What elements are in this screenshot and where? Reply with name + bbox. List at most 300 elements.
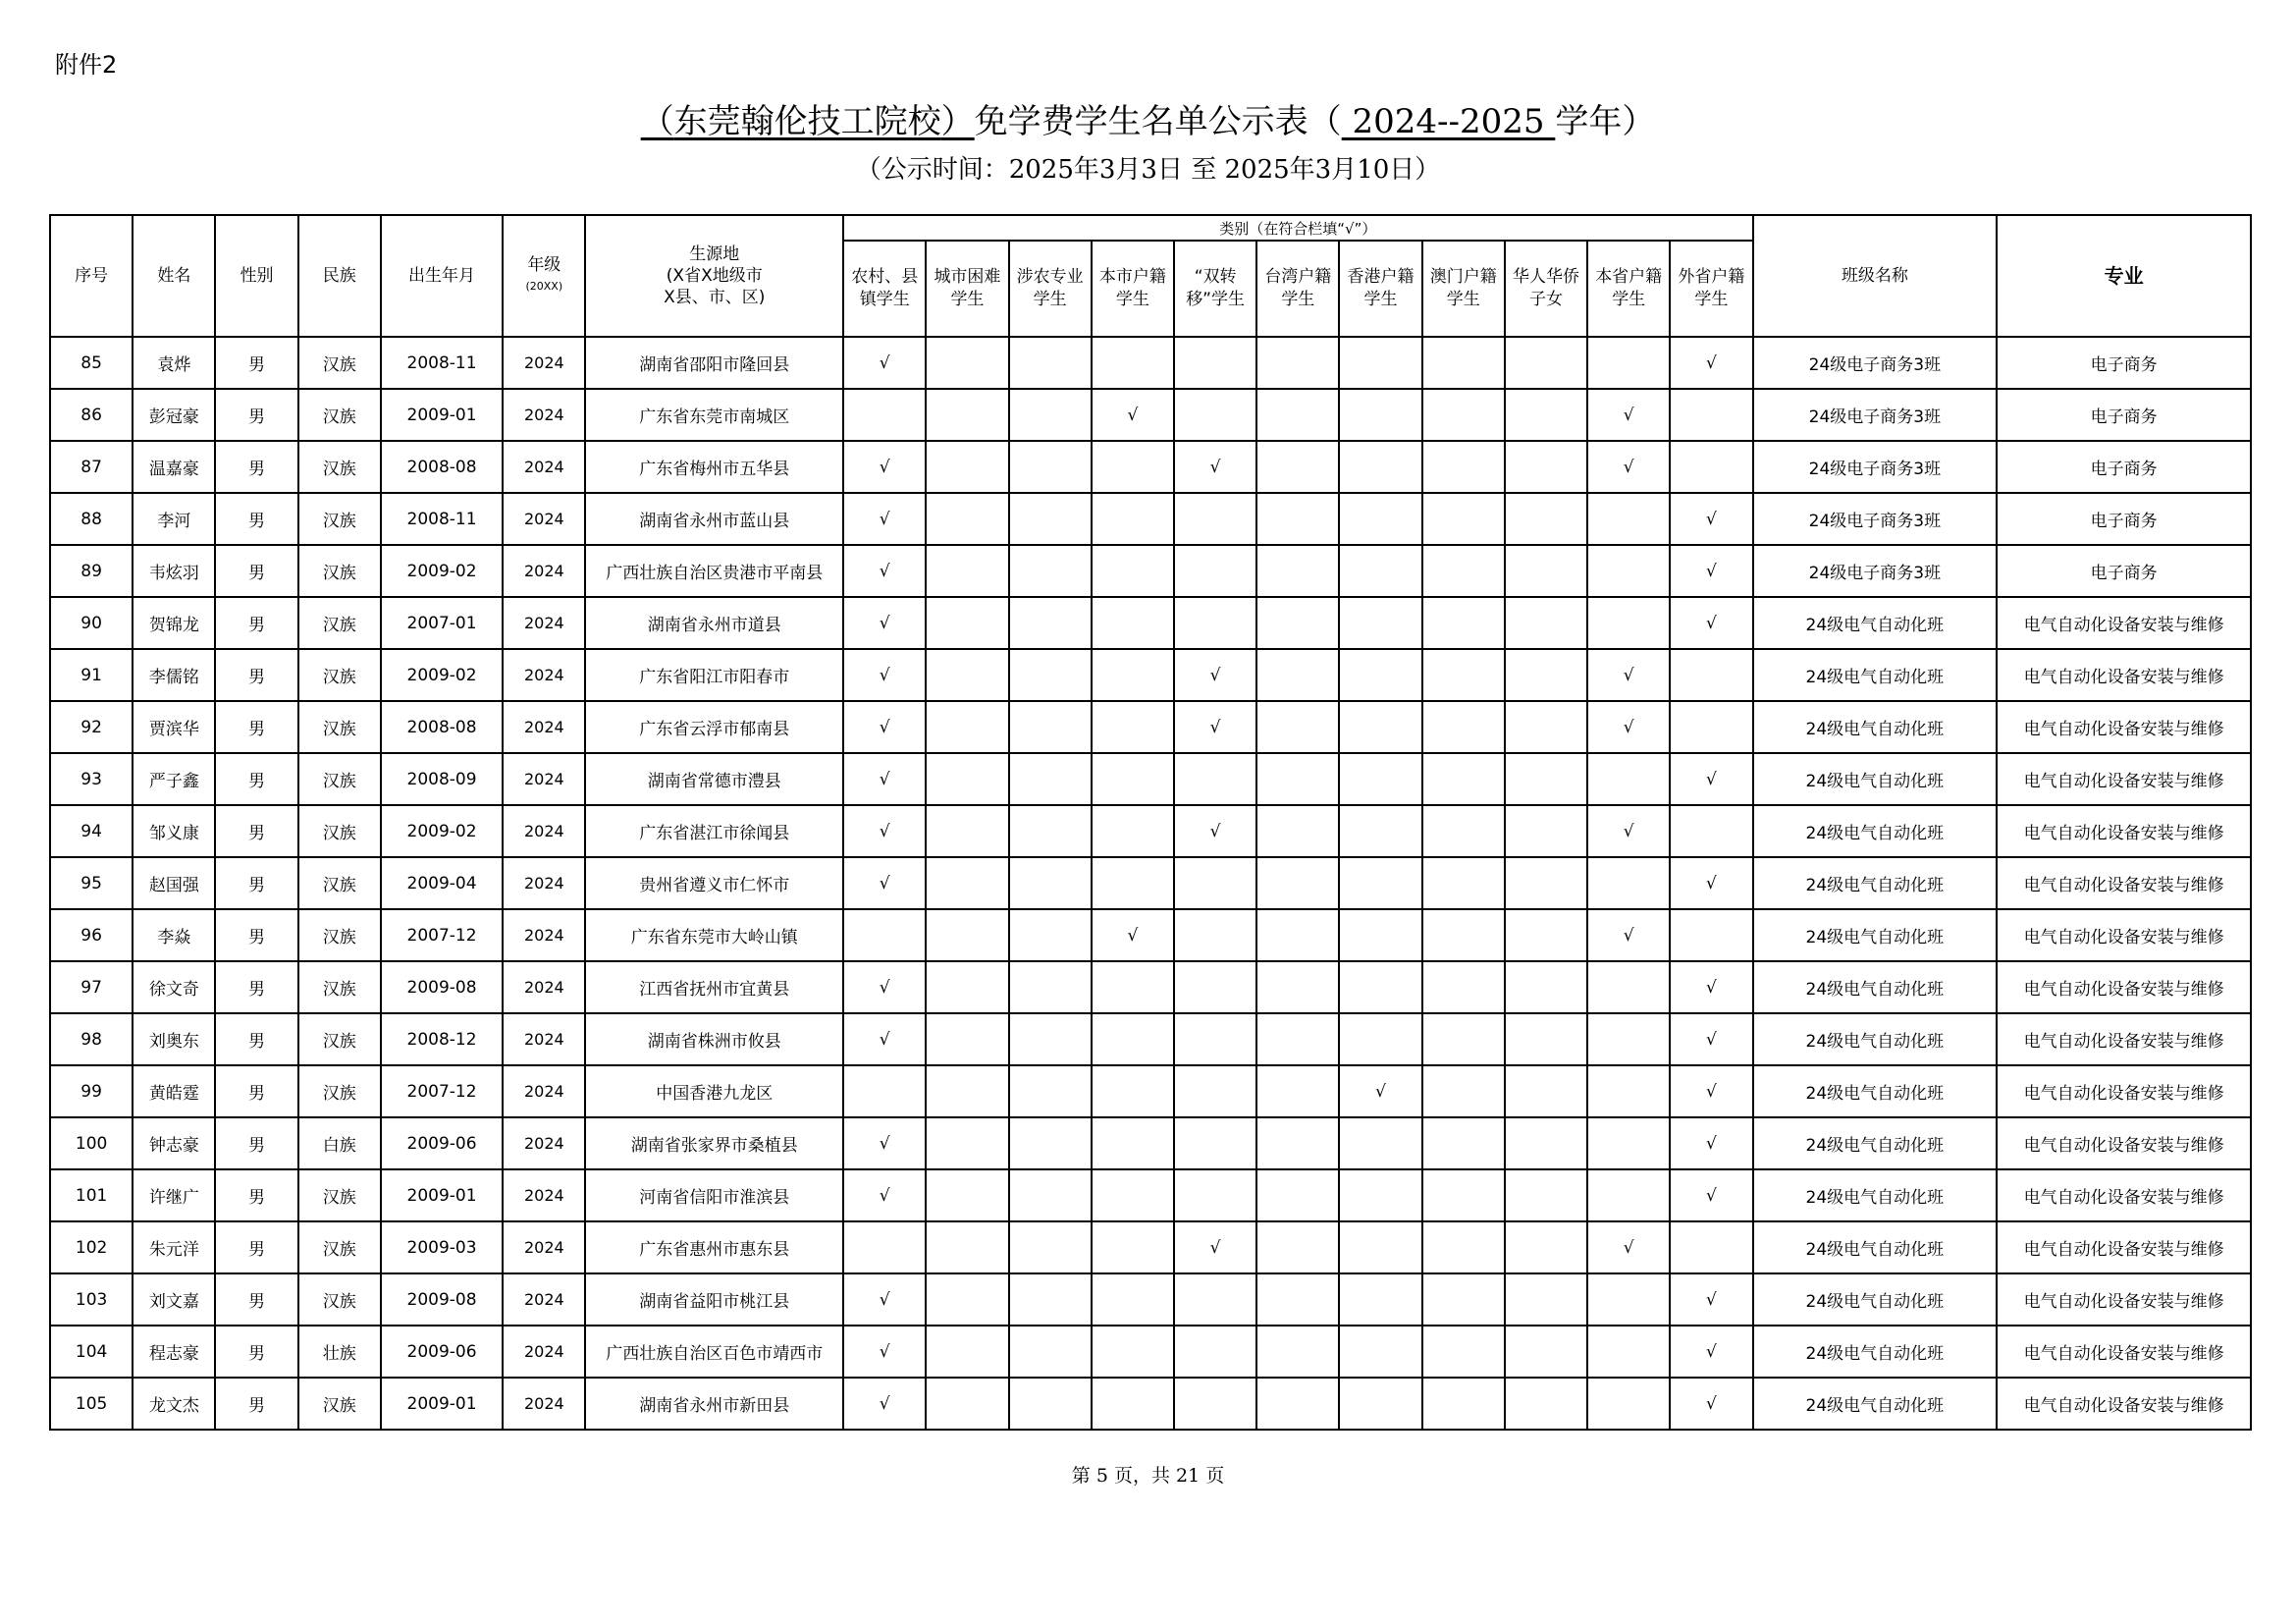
cell-class-name: 24级电气自动化班 — [1753, 1273, 1998, 1326]
check-mark-cell: √ — [1670, 1169, 1752, 1221]
cell-ethnicity: 汉族 — [298, 857, 381, 909]
empty-check-cell — [1505, 649, 1587, 701]
check-mark-cell: √ — [843, 1013, 926, 1065]
cell-birth: 2009-02 — [381, 805, 503, 857]
cell-name: 韦炫羽 — [133, 545, 215, 597]
cell-name: 刘奥东 — [133, 1013, 215, 1065]
table-row — [50, 1169, 2251, 1221]
empty-check-cell — [1174, 909, 1256, 961]
empty-check-cell — [926, 961, 1008, 1013]
cell-ethnicity: 汉族 — [298, 441, 381, 493]
cell-class-name: 24级电气自动化班 — [1753, 961, 1998, 1013]
table-row — [50, 337, 2251, 389]
page-title — [0, 94, 2296, 142]
header-birth: 出生年月 — [381, 215, 503, 337]
check-mark-cell: √ — [843, 1273, 926, 1326]
empty-check-cell — [1505, 1013, 1587, 1065]
cell-seq: 95 — [50, 857, 133, 909]
empty-check-cell — [1174, 1378, 1256, 1430]
empty-check-cell — [1587, 753, 1670, 805]
cell-gender: 男 — [215, 805, 297, 857]
empty-check-cell — [1339, 857, 1421, 909]
cell-major: 电子商务 — [1997, 493, 2251, 545]
check-mark-cell: √ — [1670, 597, 1752, 649]
cell-gender: 男 — [215, 649, 297, 701]
cell-gender: 男 — [215, 857, 297, 909]
empty-check-cell — [1174, 545, 1256, 597]
cell-seq: 91 — [50, 649, 133, 701]
header-category: 本市户籍学生 — [1092, 241, 1174, 337]
check-mark-cell: √ — [1587, 441, 1670, 493]
check-mark-cell: √ — [1670, 857, 1752, 909]
title-end: 学年） — [1555, 102, 1656, 141]
empty-check-cell — [1092, 545, 1174, 597]
empty-check-cell — [1339, 493, 1421, 545]
empty-check-cell — [1174, 1065, 1256, 1117]
empty-check-cell — [1256, 389, 1339, 441]
empty-check-cell — [926, 1326, 1008, 1378]
empty-check-cell — [1339, 961, 1421, 1013]
check-mark-cell: √ — [843, 441, 926, 493]
empty-check-cell — [1339, 545, 1421, 597]
empty-check-cell — [1339, 1326, 1421, 1378]
empty-check-cell — [1422, 909, 1505, 961]
cell-name: 龙文杰 — [133, 1378, 215, 1430]
empty-check-cell — [1587, 1378, 1670, 1430]
cell-ethnicity: 汉族 — [298, 597, 381, 649]
empty-check-cell — [1256, 337, 1339, 389]
cell-grade: 2024 — [503, 337, 585, 389]
cell-class-name: 24级电气自动化班 — [1753, 1326, 1998, 1378]
cell-ethnicity: 汉族 — [298, 493, 381, 545]
publication-period: （公示时间：2025年3月3日 至 2025年3月10日） — [855, 155, 1441, 185]
cell-ethnicity: 汉族 — [298, 649, 381, 701]
empty-check-cell — [843, 909, 926, 961]
cell-ethnicity: 汉族 — [298, 1273, 381, 1326]
cell-gender: 男 — [215, 597, 297, 649]
cell-gender: 男 — [215, 1169, 297, 1221]
check-mark-cell: √ — [843, 597, 926, 649]
empty-check-cell — [1092, 961, 1174, 1013]
check-mark-cell: √ — [1174, 701, 1256, 753]
cell-major: 电气自动化设备安装与维修 — [1997, 1378, 2251, 1430]
empty-check-cell — [926, 1117, 1008, 1169]
cell-name: 彭冠豪 — [133, 389, 215, 441]
cell-grade: 2024 — [503, 1273, 585, 1326]
cell-class-name: 24级电气自动化班 — [1753, 649, 1998, 701]
empty-check-cell — [1009, 805, 1092, 857]
empty-check-cell — [1339, 701, 1421, 753]
empty-check-cell — [1009, 1326, 1092, 1378]
cell-birth: 2009-04 — [381, 857, 503, 909]
empty-check-cell — [1505, 805, 1587, 857]
header-class-name: 班级名称 — [1753, 215, 1998, 337]
table-row — [50, 649, 2251, 701]
check-mark-cell: √ — [843, 1169, 926, 1221]
empty-check-cell — [1339, 389, 1421, 441]
empty-check-cell — [1009, 909, 1092, 961]
empty-check-cell — [1422, 1326, 1505, 1378]
cell-origin: 湖南省永州市新田县 — [585, 1378, 843, 1430]
table-row — [50, 701, 2251, 753]
cell-birth: 2009-01 — [381, 389, 503, 441]
check-mark-cell: √ — [1670, 1013, 1752, 1065]
empty-check-cell — [1505, 857, 1587, 909]
empty-check-cell — [1339, 805, 1421, 857]
empty-check-cell — [1505, 389, 1587, 441]
table-row — [50, 1378, 2251, 1430]
cell-gender: 男 — [215, 1273, 297, 1326]
cell-origin: 广西壮族自治区百色市靖西市 — [585, 1326, 843, 1378]
cell-major: 电气自动化设备安装与维修 — [1997, 805, 2251, 857]
cell-major: 电子商务 — [1997, 389, 2251, 441]
cell-origin: 广西壮族自治区贵港市平南县 — [585, 545, 843, 597]
cell-name: 钟志豪 — [133, 1117, 215, 1169]
cell-birth: 2009-03 — [381, 1221, 503, 1273]
empty-check-cell — [1092, 337, 1174, 389]
empty-check-cell — [1256, 649, 1339, 701]
cell-ethnicity: 汉族 — [298, 389, 381, 441]
empty-check-cell — [1505, 1378, 1587, 1430]
cell-seq: 96 — [50, 909, 133, 961]
check-mark-cell: √ — [1174, 805, 1256, 857]
empty-check-cell — [1587, 961, 1670, 1013]
empty-check-cell — [926, 1013, 1008, 1065]
cell-seq: 105 — [50, 1378, 133, 1430]
cell-gender: 男 — [215, 753, 297, 805]
check-mark-cell: √ — [843, 493, 926, 545]
empty-check-cell — [1339, 909, 1421, 961]
cell-seq: 90 — [50, 597, 133, 649]
table-row — [50, 1273, 2251, 1326]
empty-check-cell — [1422, 701, 1505, 753]
cell-grade: 2024 — [503, 701, 585, 753]
cell-name: 许继广 — [133, 1169, 215, 1221]
empty-check-cell — [1670, 441, 1752, 493]
check-mark-cell: √ — [1587, 389, 1670, 441]
cell-seq: 94 — [50, 805, 133, 857]
empty-check-cell — [1422, 545, 1505, 597]
cell-class-name: 24级电子商务3班 — [1753, 389, 1998, 441]
empty-check-cell — [1587, 1013, 1670, 1065]
empty-check-cell — [1256, 493, 1339, 545]
empty-check-cell — [1174, 597, 1256, 649]
empty-check-cell — [1009, 961, 1092, 1013]
empty-check-cell — [1174, 389, 1256, 441]
table-row — [50, 753, 2251, 805]
cell-birth: 2007-12 — [381, 1065, 503, 1117]
cell-class-name: 24级电气自动化班 — [1753, 909, 1998, 961]
empty-check-cell — [843, 1221, 926, 1273]
empty-check-cell — [1422, 753, 1505, 805]
cell-gender: 男 — [215, 1065, 297, 1117]
header-category-group: 类别（在符合栏填“√”） — [843, 215, 1752, 241]
header-category: 城市困难学生 — [926, 241, 1008, 337]
cell-name: 邹义康 — [133, 805, 215, 857]
empty-check-cell — [1587, 857, 1670, 909]
empty-check-cell — [1505, 1117, 1587, 1169]
empty-check-cell — [1587, 1065, 1670, 1117]
empty-check-cell — [1587, 597, 1670, 649]
cell-class-name: 24级电气自动化班 — [1753, 701, 1998, 753]
table-row — [50, 1221, 2251, 1273]
empty-check-cell — [1256, 857, 1339, 909]
cell-ethnicity: 汉族 — [298, 909, 381, 961]
empty-check-cell — [1339, 337, 1421, 389]
empty-check-cell — [1422, 1169, 1505, 1221]
check-mark-cell: √ — [843, 337, 926, 389]
cell-birth: 2009-08 — [381, 961, 503, 1013]
cell-origin: 广东省阳江市阳春市 — [585, 649, 843, 701]
cell-seq: 92 — [50, 701, 133, 753]
empty-check-cell — [1174, 857, 1256, 909]
table-row — [50, 1065, 2251, 1117]
empty-check-cell — [1009, 1378, 1092, 1430]
header-grade: 年级 (20XX) — [503, 215, 585, 337]
cell-grade: 2024 — [503, 649, 585, 701]
empty-check-cell — [1422, 1117, 1505, 1169]
empty-check-cell — [1092, 1273, 1174, 1326]
cell-gender: 男 — [215, 389, 297, 441]
check-mark-cell: √ — [1174, 441, 1256, 493]
title-year-range: 2024--2025 — [1341, 102, 1556, 141]
cell-seq: 100 — [50, 1117, 133, 1169]
cell-birth: 2009-06 — [381, 1117, 503, 1169]
cell-major: 电气自动化设备安装与维修 — [1997, 1273, 2251, 1326]
empty-check-cell — [1505, 337, 1587, 389]
cell-seq: 88 — [50, 493, 133, 545]
cell-class-name: 24级电子商务3班 — [1753, 493, 1998, 545]
cell-ethnicity: 汉族 — [298, 805, 381, 857]
empty-check-cell — [926, 1378, 1008, 1430]
empty-check-cell — [1009, 337, 1092, 389]
table-row — [50, 909, 2251, 961]
cell-grade: 2024 — [503, 545, 585, 597]
cell-major: 电气自动化设备安装与维修 — [1997, 1013, 2251, 1065]
empty-check-cell — [1505, 961, 1587, 1013]
cell-origin: 中国香港九龙区 — [585, 1065, 843, 1117]
empty-check-cell — [1009, 857, 1092, 909]
cell-grade: 2024 — [503, 857, 585, 909]
empty-check-cell — [1505, 1326, 1587, 1378]
empty-check-cell — [843, 1065, 926, 1117]
header-category: 台湾户籍学生 — [1256, 241, 1339, 337]
table-row — [50, 441, 2251, 493]
cell-class-name: 24级电气自动化班 — [1753, 753, 1998, 805]
cell-name: 赵国强 — [133, 857, 215, 909]
empty-check-cell — [1256, 701, 1339, 753]
cell-seq: 104 — [50, 1326, 133, 1378]
cell-grade: 2024 — [503, 597, 585, 649]
check-mark-cell: √ — [843, 701, 926, 753]
check-mark-cell: √ — [1670, 337, 1752, 389]
cell-grade: 2024 — [503, 1169, 585, 1221]
empty-check-cell — [1422, 597, 1505, 649]
check-mark-cell: √ — [1587, 909, 1670, 961]
empty-check-cell — [1422, 441, 1505, 493]
table-row — [50, 1117, 2251, 1169]
empty-check-cell — [1092, 441, 1174, 493]
empty-check-cell — [1505, 1273, 1587, 1326]
empty-check-cell — [1092, 649, 1174, 701]
empty-check-cell — [1256, 1326, 1339, 1378]
empty-check-cell — [1174, 1169, 1256, 1221]
cell-birth: 2007-12 — [381, 909, 503, 961]
empty-check-cell — [1009, 545, 1092, 597]
check-mark-cell: √ — [843, 805, 926, 857]
header-category: 农村、县镇学生 — [843, 241, 926, 337]
cell-name: 李河 — [133, 493, 215, 545]
cell-major: 电气自动化设备安装与维修 — [1997, 1221, 2251, 1273]
attachment-label: 附件2 — [55, 51, 118, 79]
empty-check-cell — [1256, 597, 1339, 649]
empty-check-cell — [1092, 1065, 1174, 1117]
empty-check-cell — [1339, 1221, 1421, 1273]
cell-class-name: 24级电子商务3班 — [1753, 441, 1998, 493]
empty-check-cell — [926, 597, 1008, 649]
cell-birth: 2009-01 — [381, 1169, 503, 1221]
empty-check-cell — [1009, 1117, 1092, 1169]
cell-class-name: 24级电子商务3班 — [1753, 545, 1998, 597]
cell-seq: 98 — [50, 1013, 133, 1065]
empty-check-cell — [843, 389, 926, 441]
check-mark-cell: √ — [1174, 1221, 1256, 1273]
empty-check-cell — [1009, 441, 1092, 493]
cell-ethnicity: 汉族 — [298, 337, 381, 389]
empty-check-cell — [1009, 753, 1092, 805]
cell-class-name: 24级电气自动化班 — [1753, 857, 1998, 909]
empty-check-cell — [1174, 961, 1256, 1013]
cell-gender: 男 — [215, 1221, 297, 1273]
empty-check-cell — [1256, 1065, 1339, 1117]
cell-birth: 2008-12 — [381, 1013, 503, 1065]
cell-birth: 2009-02 — [381, 545, 503, 597]
cell-name: 温嘉豪 — [133, 441, 215, 493]
empty-check-cell — [1422, 1221, 1505, 1273]
empty-check-cell — [1505, 493, 1587, 545]
empty-check-cell — [926, 1065, 1008, 1117]
table-row — [50, 493, 2251, 545]
header-category: “双转移”学生 — [1174, 241, 1256, 337]
empty-check-cell — [1009, 1273, 1092, 1326]
empty-check-cell — [1587, 1326, 1670, 1378]
cell-grade: 2024 — [503, 1378, 585, 1430]
empty-check-cell — [1092, 597, 1174, 649]
empty-check-cell — [1670, 805, 1752, 857]
cell-ethnicity: 汉族 — [298, 701, 381, 753]
cell-gender: 男 — [215, 701, 297, 753]
cell-class-name: 24级电气自动化班 — [1753, 1117, 1998, 1169]
empty-check-cell — [1587, 1169, 1670, 1221]
cell-seq: 93 — [50, 753, 133, 805]
header-origin: 生源地 (X省X地级市 X县、市、区) — [585, 215, 843, 337]
cell-seq: 87 — [50, 441, 133, 493]
empty-check-cell — [1009, 701, 1092, 753]
empty-check-cell — [1505, 1169, 1587, 1221]
header-name: 姓名 — [133, 215, 215, 337]
cell-origin: 湖南省永州市蓝山县 — [585, 493, 843, 545]
header-gender: 性别 — [215, 215, 297, 337]
empty-check-cell — [1422, 961, 1505, 1013]
empty-check-cell — [1422, 1378, 1505, 1430]
cell-class-name: 24级电气自动化班 — [1753, 1013, 1998, 1065]
empty-check-cell — [1505, 701, 1587, 753]
cell-major: 电气自动化设备安装与维修 — [1997, 701, 2251, 753]
cell-seq: 101 — [50, 1169, 133, 1221]
cell-ethnicity: 壮族 — [298, 1326, 381, 1378]
empty-check-cell — [1174, 1273, 1256, 1326]
cell-ethnicity: 汉族 — [298, 1378, 381, 1430]
empty-check-cell — [1339, 1378, 1421, 1430]
empty-check-cell — [1505, 753, 1587, 805]
cell-class-name: 24级电气自动化班 — [1753, 597, 1998, 649]
empty-check-cell — [1256, 805, 1339, 857]
cell-major: 电气自动化设备安装与维修 — [1997, 753, 2251, 805]
cell-origin: 河南省信阳市淮滨县 — [585, 1169, 843, 1221]
empty-check-cell — [926, 857, 1008, 909]
cell-major: 电子商务 — [1997, 441, 2251, 493]
cell-grade: 2024 — [503, 753, 585, 805]
check-mark-cell: √ — [1670, 1273, 1752, 1326]
empty-check-cell — [1174, 753, 1256, 805]
cell-grade: 2024 — [503, 961, 585, 1013]
cell-seq: 99 — [50, 1065, 133, 1117]
cell-origin: 湖南省张家界市桑植县 — [585, 1117, 843, 1169]
cell-class-name: 24级电气自动化班 — [1753, 1169, 1998, 1221]
empty-check-cell — [1422, 389, 1505, 441]
cell-origin: 湖南省常德市澧县 — [585, 753, 843, 805]
empty-check-cell — [1422, 805, 1505, 857]
cell-seq: 103 — [50, 1273, 133, 1326]
empty-check-cell — [1009, 1169, 1092, 1221]
empty-check-cell — [1587, 545, 1670, 597]
page-footer: 第 5 页，共 21 页 — [1071, 1465, 1225, 1487]
empty-check-cell — [1505, 597, 1587, 649]
cell-gender: 男 — [215, 961, 297, 1013]
empty-check-cell — [926, 909, 1008, 961]
empty-check-cell — [926, 805, 1008, 857]
empty-check-cell — [1339, 1273, 1421, 1326]
empty-check-cell — [1092, 1117, 1174, 1169]
cell-class-name: 24级电气自动化班 — [1753, 1065, 1998, 1117]
cell-origin: 广东省东莞市大岭山镇 — [585, 909, 843, 961]
empty-check-cell — [1092, 1169, 1174, 1221]
cell-major: 电气自动化设备安装与维修 — [1997, 857, 2251, 909]
empty-check-cell — [1505, 909, 1587, 961]
check-mark-cell: √ — [1670, 545, 1752, 597]
check-mark-cell: √ — [843, 753, 926, 805]
cell-seq: 86 — [50, 389, 133, 441]
cell-birth: 2008-09 — [381, 753, 503, 805]
empty-check-cell — [1174, 493, 1256, 545]
cell-gender: 男 — [215, 1013, 297, 1065]
empty-check-cell — [1505, 1065, 1587, 1117]
empty-check-cell — [1422, 649, 1505, 701]
header-seq: 序号 — [50, 215, 133, 337]
cell-gender: 男 — [215, 545, 297, 597]
cell-grade: 2024 — [503, 1221, 585, 1273]
empty-check-cell — [1256, 1273, 1339, 1326]
empty-check-cell — [1670, 909, 1752, 961]
empty-check-cell — [1339, 597, 1421, 649]
cell-ethnicity: 汉族 — [298, 1221, 381, 1273]
empty-check-cell — [1587, 1273, 1670, 1326]
check-mark-cell: √ — [1092, 389, 1174, 441]
empty-check-cell — [1256, 1378, 1339, 1430]
cell-major: 电气自动化设备安装与维修 — [1997, 961, 2251, 1013]
cell-name: 朱元洋 — [133, 1221, 215, 1273]
table-row — [50, 961, 2251, 1013]
